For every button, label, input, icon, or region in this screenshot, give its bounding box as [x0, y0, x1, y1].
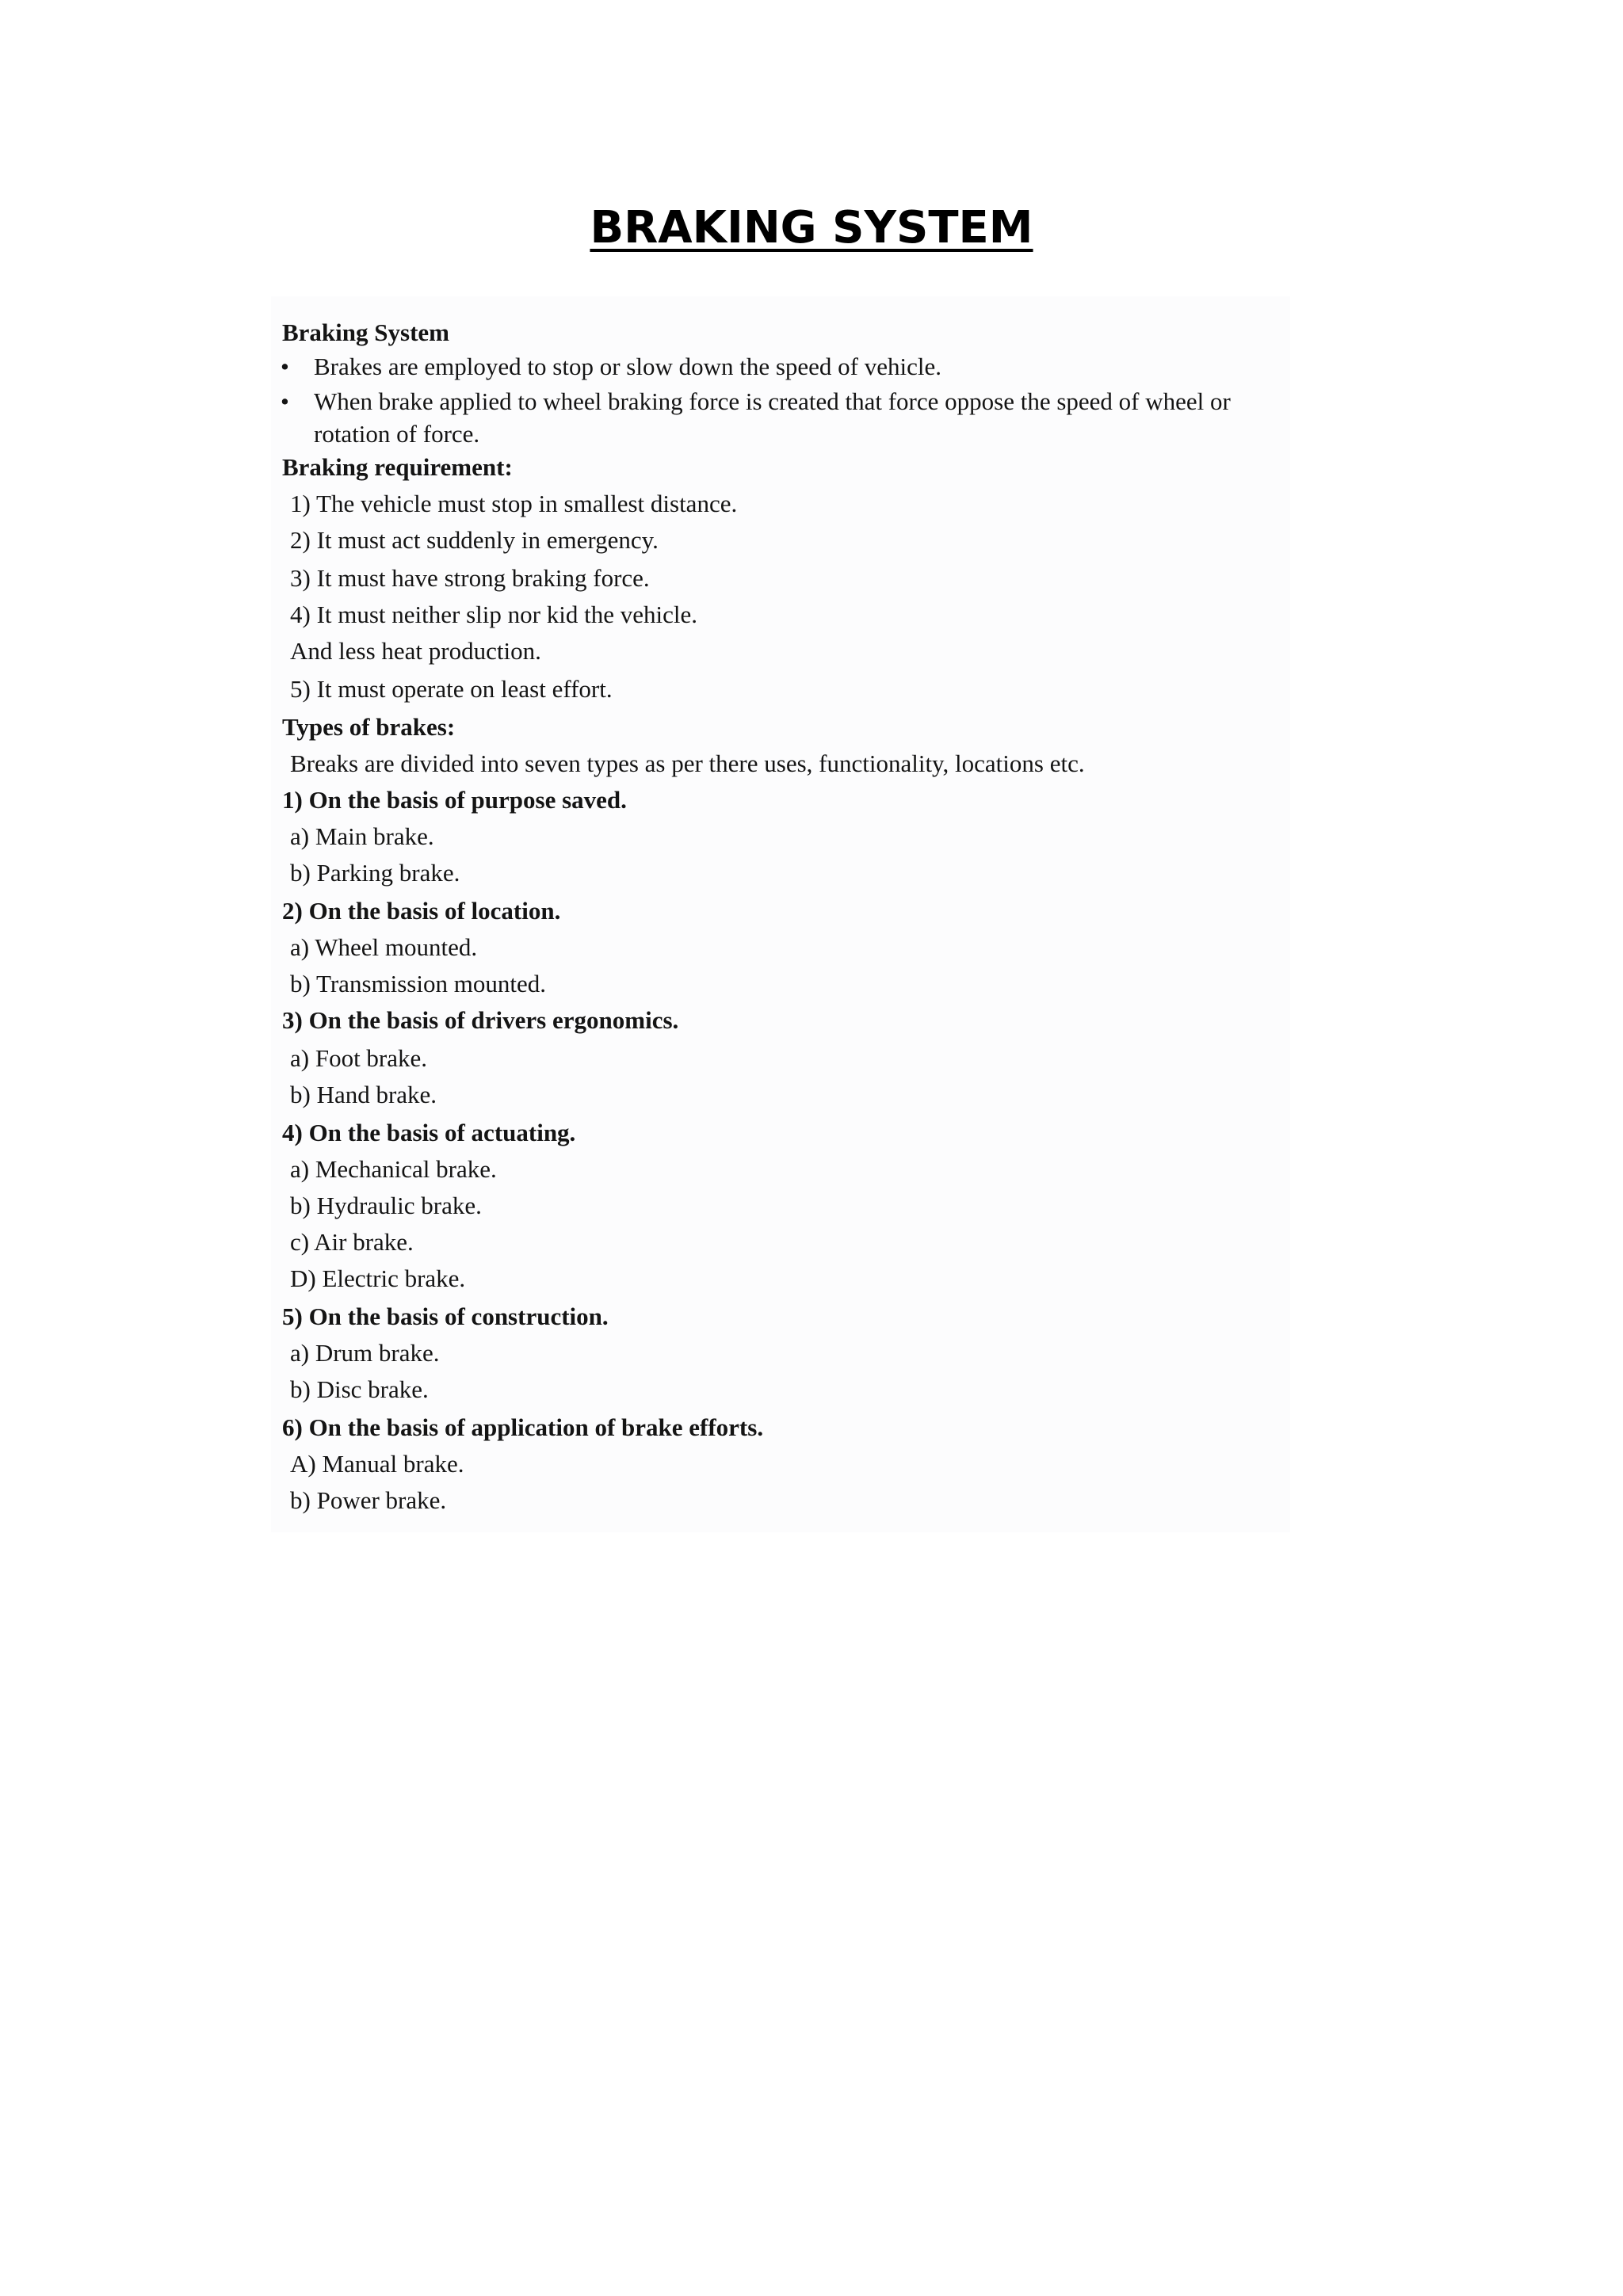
requirement-item: 3) It must have strong braking force.: [290, 564, 650, 592]
page-title: [0, 196, 1623, 260]
category-heading: 6) On the basis of application of brake efforts.: [282, 1413, 764, 1441]
bullet-icon: •: [281, 387, 289, 415]
category-item: c) Air brake.: [290, 1228, 414, 1256]
category-item: b) Hydraulic brake.: [290, 1192, 482, 1219]
section-heading-braking-system: Braking System: [282, 318, 449, 346]
category-heading: 5) On the basis of construction.: [282, 1302, 609, 1330]
category-item: b) Hand brake.: [290, 1081, 437, 1108]
category-item: a) Wheel mounted.: [290, 933, 478, 961]
requirement-item: 1) The vehicle must stop in smallest distance.: [290, 490, 738, 517]
category-item: a) Mechanical brake.: [290, 1155, 497, 1183]
category-item: a) Foot brake.: [290, 1044, 428, 1072]
category-heading: 3) On the basis of drivers ergonomics.: [282, 1006, 679, 1034]
bullet-text: Brakes are employed to stop or slow down the speed of vehicle.: [314, 353, 942, 380]
scanned-document: [271, 296, 1290, 1532]
requirement-item: And less heat production.: [290, 637, 541, 665]
bullet-text: When brake applied to wheel braking force is created that force oppose the speed of wheel or: [314, 387, 1231, 415]
category-item: b) Parking brake.: [290, 859, 460, 887]
types-intro: Breaks are divided into seven types as per there uses, functionality, locations etc.: [290, 749, 1085, 777]
category-item: b) Power brake.: [290, 1486, 447, 1514]
category-item: a) Main brake.: [290, 822, 434, 850]
bullet-continuation: rotation of force.: [314, 420, 480, 448]
section-heading-types: Types of brakes:: [282, 713, 456, 741]
category-item: D) Electric brake.: [290, 1264, 466, 1292]
category-item: a) Drum brake.: [290, 1339, 440, 1367]
category-item: A) Manual brake.: [290, 1450, 464, 1478]
requirement-item: 5) It must operate on least effort.: [290, 675, 613, 703]
category-item: b) Transmission mounted.: [290, 970, 546, 997]
section-heading-requirement: Braking requirement:: [282, 453, 513, 481]
category-heading: 1) On the basis of purpose saved.: [282, 786, 627, 814]
requirement-item: 4) It must neither slip nor kid the vehicle.: [290, 601, 697, 628]
category-heading: 2) On the basis of location.: [282, 897, 561, 925]
bullet-item: [281, 351, 942, 383]
category-heading: 4) On the basis of actuating.: [282, 1119, 576, 1146]
page-title-text: BRAKING SYSTEM: [590, 202, 1033, 254]
bullet-icon: •: [281, 353, 289, 380]
requirement-item: 2) It must act suddenly in emergency.: [290, 526, 659, 554]
category-item: b) Disc brake.: [290, 1375, 429, 1403]
bullet-item: [281, 386, 1231, 418]
